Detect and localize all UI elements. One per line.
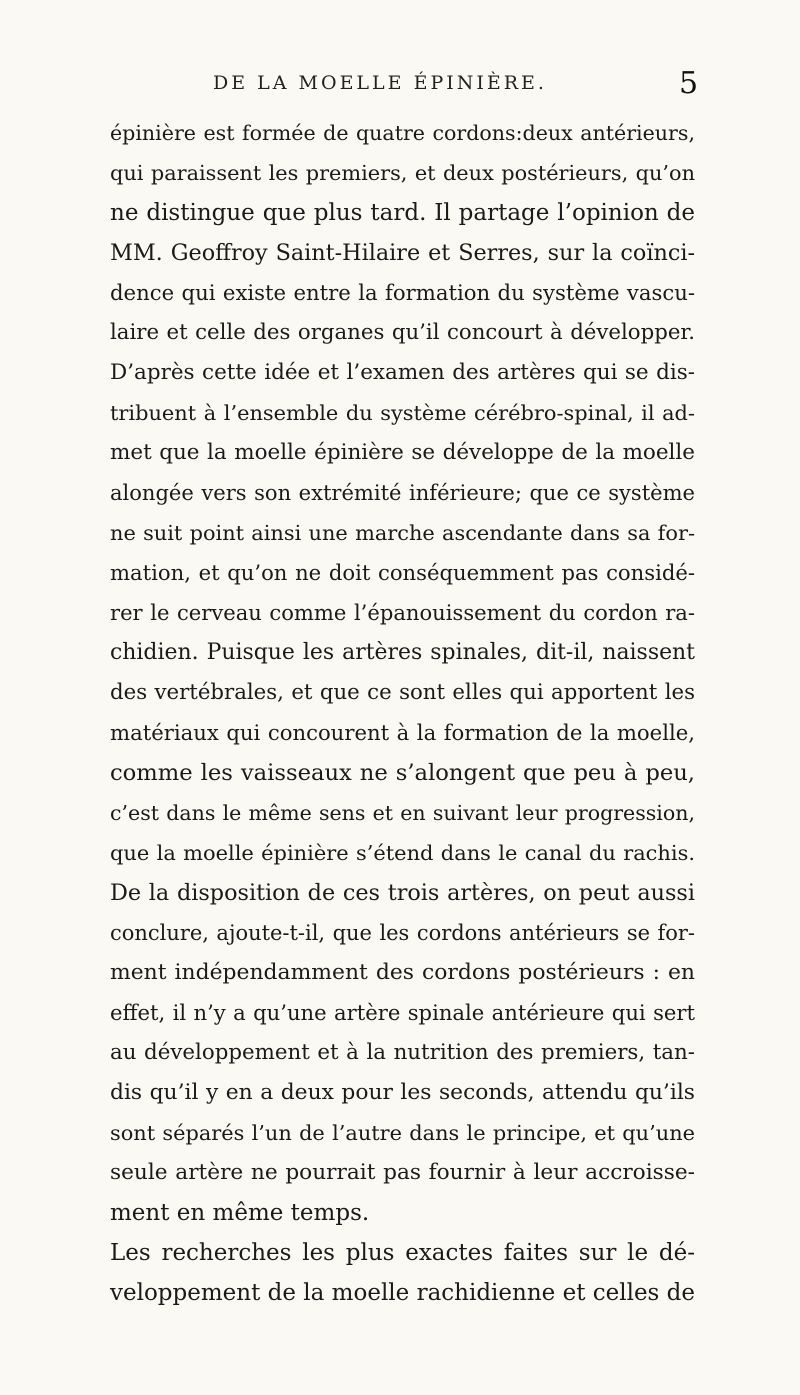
text-line: conclure, ajoute-t-il, que les cordons antérieurs se for- <box>110 921 695 945</box>
text-line: dis qu’il y en a deux pour les seconds, attendu qu’ils <box>110 1080 695 1105</box>
text-line: Les recherches les plus exactes faites sur le dé- <box>110 1240 695 1266</box>
text-line: MM. Geoffroy Saint-Hilaire et Serres, sur la coïnci- <box>110 240 695 266</box>
text-line: dence qui existe entre la formation du système vascu- <box>110 280 695 305</box>
text-line: comme les vaisseaux ne s’alongent que peu à peu, <box>110 760 695 786</box>
running-header <box>0 66 800 110</box>
text-line: mation, et qu’on ne doit conséquemment pas considé- <box>110 560 695 585</box>
text-line: rer le cerveau comme l’épanouissement du cordon ra- <box>110 600 695 625</box>
text-line: tribuent à l’ensemble du système cérébro-spinal, il ad- <box>110 401 695 425</box>
running-title: DE LA MOELLE ÉPINIÈRE. <box>213 72 547 94</box>
text-line: sont séparés l’un de l’autre dans le principe, et qu’une <box>110 1121 695 1145</box>
text-line: épinière est formée de quatre cordons:deux antérieurs, <box>110 121 695 145</box>
text-line: alongée vers son extrémité inférieure; que ce système <box>110 480 695 505</box>
text-line: laire et celle des organes qu’il concourt à développer. <box>110 320 695 345</box>
text-line: ne distingue que plus tard. Il partage l’opinion de <box>110 200 695 226</box>
page-number: 5 <box>679 66 699 101</box>
body-text <box>110 113 695 1313</box>
text-line: seule artère ne pourrait pas fournir à leur accroisse- <box>110 1160 695 1185</box>
text-line: des vertébrales, et que ce sont elles qui apportent les <box>110 680 695 705</box>
text-line: veloppement de la moelle rachidienne et celles de <box>110 1280 696 1306</box>
text-line: chidien. Puisque les artères spinales, dit-il, naissent <box>110 640 695 665</box>
text-line: ne suit point ainsi une marche ascendante dans sa for- <box>110 521 695 545</box>
text-line: effet, il n’y a qu’une artère spinale antérieure qui sert <box>110 1000 695 1025</box>
text-line: c’est dans le même sens et en suivant leur progression, <box>110 801 695 825</box>
text-line: ment indépendamment des cordons postérieurs : en <box>110 960 695 985</box>
text-line: ment en même temps. <box>110 1200 370 1226</box>
text-line: D’après cette idée et l’examen des artères qui se dis- <box>110 360 695 385</box>
text-line: met que la moelle épinière se développe de la moelle <box>110 440 695 465</box>
text-line: matériaux qui concourent à la formation de la moelle, <box>110 720 695 745</box>
text-line: De la disposition de ces trois artères, on peut aussi <box>110 880 695 906</box>
text-line: qui paraissent les premiers, et deux postérieurs, qu’on <box>110 161 695 185</box>
text-line: que la moelle épinière s’étend dans le canal du rachis. <box>110 841 695 865</box>
text-line: au développement et à la nutrition des premiers, tan- <box>110 1040 695 1065</box>
